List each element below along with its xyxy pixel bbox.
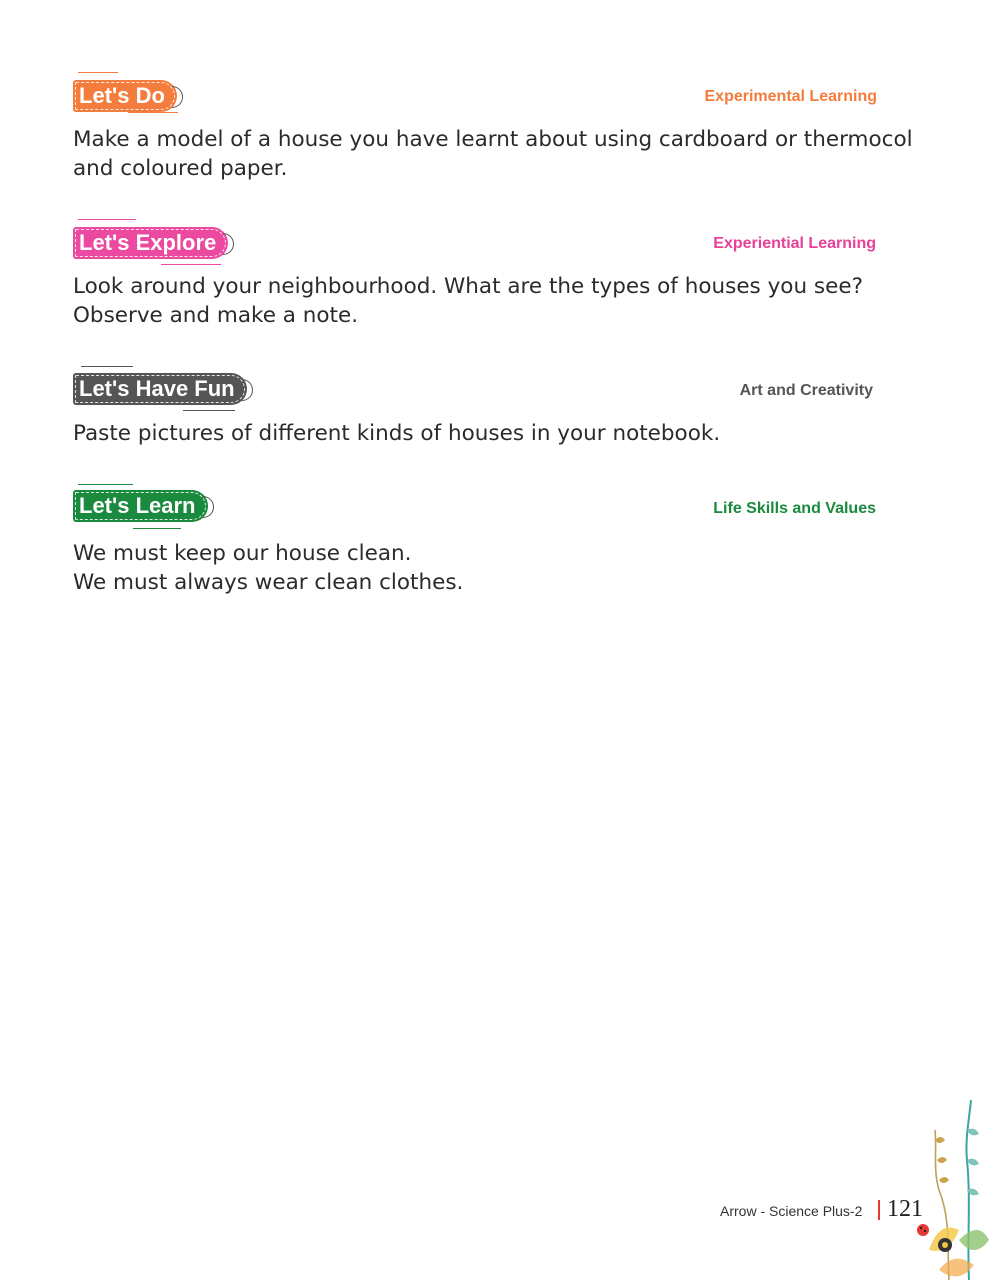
page-number: 121 [887,1196,923,1222]
badge-wrap [73,227,228,259]
badge-rule-top [78,484,133,485]
badge-lets-do [73,80,177,112]
text-line: We must always wear clean clothes. [73,570,464,595]
badge-wrap [73,373,247,405]
badge-lets-learn [73,490,208,522]
badge-rule-bottom [133,528,181,529]
text-line: Look around your neighbourhood. What are the types of houses you see? [73,274,863,299]
badge-rule-top [78,219,136,220]
badge-lets-have-fun [73,373,247,405]
tag-art-and-creativity: Art and Creativity [739,382,873,399]
text-line: Make a model of a house you have learnt about using cardboard or thermocol [73,127,913,152]
section-lets-learn [73,484,876,604]
badge-ear [172,86,183,108]
tag-experimental-learning: Experimental Learning [704,88,877,105]
tag-life-skills-and-values: Life Skills and Values [713,500,876,517]
badge-rule-top [81,366,133,367]
badge-label: Let's Have Fun [79,376,235,401]
badge-rule-top [78,72,118,73]
section-text [73,539,933,597]
badge-label: Let's Do [79,83,165,108]
badge-wrap [73,490,208,522]
section-lets-have-fun [73,366,873,456]
badge-ear [223,233,234,255]
badge-rule-bottom [128,112,178,113]
text-line: and coloured paper. [73,156,288,181]
section-text [73,125,933,183]
text-line: Observe and make a note. [73,303,359,328]
badge-wrap [73,80,177,112]
footer-divider [878,1200,880,1220]
badge-ear [242,379,253,401]
floral-decoration-icon [909,1100,989,1280]
badge-rule-bottom [161,264,221,265]
tag-experiential-learning: Experiential Learning [713,235,876,252]
section-lets-explore [73,219,876,339]
text-line: Paste pictures of different kinds of houses in your notebook. [73,421,721,446]
badge-label: Let's Explore [79,230,217,255]
badge-ear [203,496,214,518]
book-title: Arrow - Science Plus-2 [720,1203,863,1219]
badge-rule-bottom [183,410,235,411]
badge-label: Let's Learn [79,493,196,518]
section-lets-do [73,72,913,192]
section-text [73,419,933,448]
section-text [73,272,933,330]
text-line: We must keep our house clean. [73,541,412,566]
badge-lets-explore [73,227,228,259]
